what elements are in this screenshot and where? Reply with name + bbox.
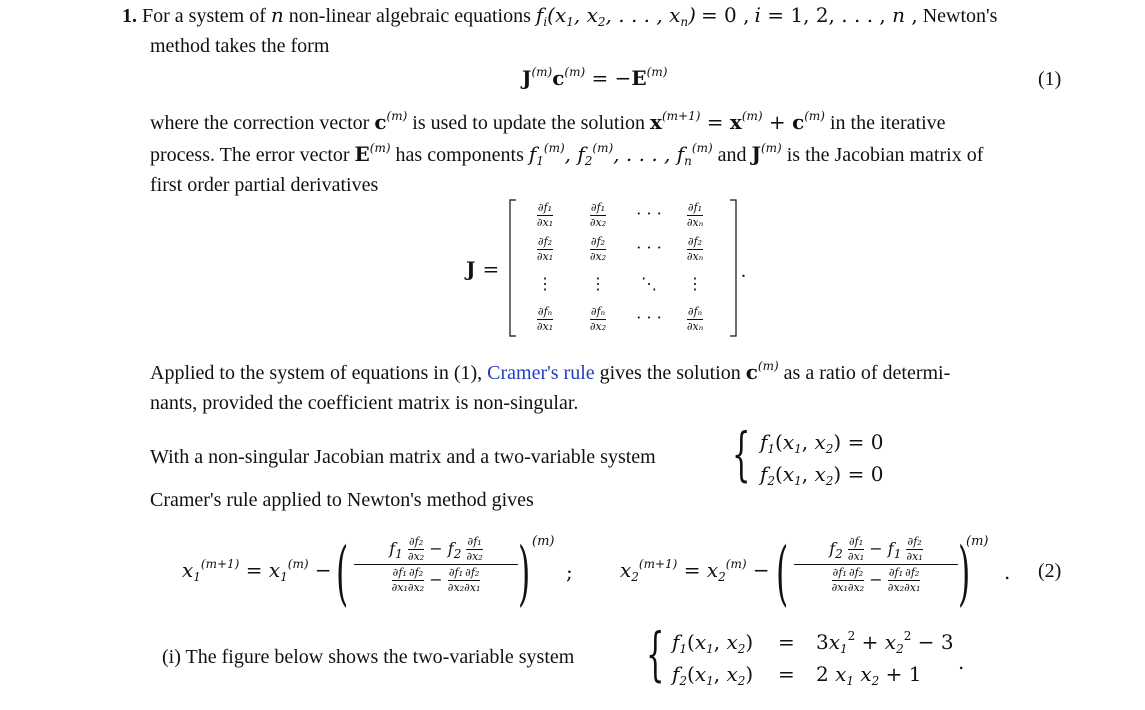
components: $f_1^{(m)}$, $f_2^{(m)}$, . . . , $f_n^{(m)}$ — [528, 141, 713, 168]
line1-text-a: For a system of — [142, 5, 266, 27]
para-text-b: is used to update the solution — [412, 112, 646, 134]
final-eq-2-lhs: $f_2(x_1$, $x_2$) — [672, 662, 754, 688]
cramer-newton-text: Cramer's rule applied to Newton's method gives — [150, 489, 534, 511]
para-text-f: and — [717, 144, 747, 166]
eq2-left-paren-close: ) — [518, 532, 531, 614]
eq2-period: . — [1004, 560, 1011, 584]
problem-number: 1. — [122, 5, 137, 27]
var-n: n — [270, 3, 284, 27]
cramer-line-1: Applied to the system of equations in (1), Cramer's rule gives the solution $c^{(m)}$ as a ratio of determi- — [150, 359, 951, 384]
twovar-text: With a non-singular Jacobian matrix and a two-variable system — [150, 446, 656, 468]
cramer-rule-link[interactable]: Cramer's rule — [487, 362, 595, 384]
fi-expression: $f_i(x_1$, $x_2$, . . . , $x_n$) — [535, 3, 696, 29]
eq2-left-frac: $f_1$ $\frac{\text{∂f₂}}{\text{∂x₂}}$ − $f_2$ $\frac{\text{∂f₁}}{\text{∂x₂}}$ $\frac{\text{∂f₁}}{\text{∂x₁}}$ $\frac{\text{∂f₂}}{\text{∂x₂}}$ − $\frac{\text{∂f₁}}{\text{∂x₂}}$ $\frac{\text{∂f₂}}{\text{∂x₁}}$ — [354, 536, 518, 594]
eq1-J: J — [522, 66, 532, 90]
final-eq-2-eq: = — [778, 662, 795, 686]
eq2-number: (2) — [1038, 560, 1062, 582]
eq2-left-lhs: $x_1^{(m+1)} = x_1^{(m)}$ − — [182, 557, 332, 584]
para-line-3: first order partial derivatives — [150, 174, 379, 196]
final-eq-1-rhs: $3x_1^2 + x_2^2 - 3$ — [816, 629, 954, 656]
para-line-2: process. The error vector $E^{(m)}$ has components $f_1^{(m)}$, $f_2^{(m)}$, . . . , $f_n^{(m)}$ and $J^{(m)}$ is the Jacobian matrix of — [150, 141, 984, 168]
eq-zero: = 0 , — [700, 3, 750, 27]
problem-line-2: method takes the form — [150, 35, 330, 57]
jacobian-J-label: J = — [466, 257, 500, 281]
solution-c: c — [745, 360, 758, 384]
eq2-right-sup: (m) — [966, 534, 989, 549]
eq2-right-lhs: $x_2^{(m+1)} = x_2^{(m)}$ − — [620, 557, 770, 584]
i-range: i = 1, 2, . . . , n , — [754, 3, 918, 27]
para-text-g: is the Jacobian matrix of — [786, 144, 984, 166]
final-period: . — [958, 650, 965, 674]
eq2-right-paren-open: ( — [776, 532, 789, 614]
cramer-text-a: Applied to the system of equations in (1), — [150, 362, 483, 384]
vec-E: E — [354, 142, 370, 166]
update-formula: $x^{(m+1)} = x^{(m)} + c^{(m)}$ — [650, 109, 825, 134]
final-eq-1-eq: = — [778, 630, 795, 654]
line1-text-b: non-linear algebraic equations — [288, 5, 531, 27]
eq2-left-sup: (m) — [532, 534, 555, 549]
eq1-c: c — [552, 66, 565, 90]
eq2-right-paren-close: ) — [958, 532, 971, 614]
sys-eq-1: $f_1(x_1$, $x_2) = 0$ — [760, 430, 884, 456]
eq2-separator: ; — [566, 560, 573, 584]
part-i-text: (i) The figure below shows the two-variable system — [162, 646, 575, 668]
eq2-left-paren-open: ( — [336, 532, 349, 614]
para-text-c: in the iterative — [830, 112, 946, 134]
eq1-number: (1) — [1038, 68, 1062, 90]
problem-line-1 — [122, 3, 997, 28]
para-text-d: process. The error vector — [150, 144, 350, 166]
para-line-1: where the correction vector $c^{(m)}$ is used to update the solution $x^{(m+1)} = x^{(m)} + c^{(m)}$ in the iterative — [150, 109, 946, 134]
cramer-text-c: as a ratio of determi- — [783, 362, 951, 384]
para-text-e: has components — [395, 144, 524, 166]
final-system-brace: { — [646, 620, 665, 688]
system-brace: { — [732, 420, 751, 488]
line1-text-c: Newton's — [922, 5, 998, 27]
vec-c: c — [374, 110, 387, 134]
final-eq-1-lhs: $f_1(x_1$, $x_2$) — [672, 630, 754, 656]
eq2-right-frac: $f_2$ $\frac{\text{∂f₁}}{\text{∂x₁}}$ − $f_1$ $\frac{\text{∂f₂}}{\text{∂x₁}}$ $\frac{\text{∂f₁}}{\text{∂x₁}}$ $\frac{\text{∂f₂}}{\text{∂x₂}}$ − $\frac{\text{∂f₁}}{\text{∂x₂}}$ $\frac{\text{∂f₂}}{\text{∂x₁}}$ — [794, 536, 958, 594]
sys-eq-2: $f_2(x_1$, $x_2) = 0$ — [760, 462, 884, 488]
mat-J: J — [751, 142, 761, 166]
cramer-text-b: gives the solution — [599, 362, 741, 384]
final-eq-2-rhs: 2 $x_1$ $x_2 + 1$ — [816, 662, 922, 688]
cramer-line-2: nants, provided the coefficient matrix is non-singular. — [150, 392, 579, 414]
para-text-a: where the correction vector — [150, 112, 370, 134]
eq1-rhs: = −E — [591, 66, 647, 90]
equation-1: $J^{(m)}c^{(m)} = -E^{(m)}$ — [522, 65, 668, 90]
